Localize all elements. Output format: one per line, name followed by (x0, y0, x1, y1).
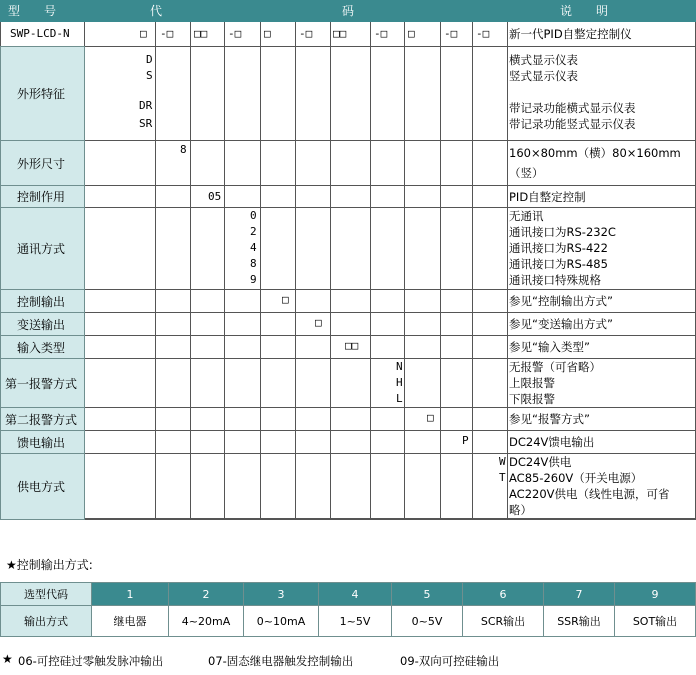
code-value: L (396, 392, 403, 405)
desc-line: 参见“报警方式” (509, 412, 590, 426)
code-slot: -□ (444, 27, 458, 40)
output-row-label: 输出方式 (1, 606, 92, 637)
output-code: 2 (169, 583, 244, 606)
grid-hline (0, 46, 696, 47)
grid-vline (330, 22, 331, 519)
code-slot: □ (264, 27, 271, 40)
code-slot: □□ (194, 27, 208, 40)
footnote-item: 07-固态继电器触发控制输出 (208, 654, 354, 668)
grid-hline (0, 312, 696, 313)
output-value: 1~5V (319, 606, 392, 637)
desc-line: 带记录功能横式显示仪表 (509, 101, 636, 115)
output-value: 0~5V (392, 606, 463, 637)
model-desc: 新一代PID自整定控制仪 (509, 27, 632, 41)
desc-line: PID自整定控制 (509, 190, 586, 204)
grid-hline (0, 185, 696, 186)
desc-line: AC85-260V（开关电源） (509, 471, 643, 485)
code-value: 05 (208, 190, 222, 203)
output-header-label: 选型代码 (1, 583, 92, 606)
code-value: S (146, 69, 153, 82)
grid-vline (224, 22, 225, 519)
footnote-star-icon: ★ (2, 652, 13, 666)
code-slot: -□ (228, 27, 242, 40)
grid-vline (260, 22, 261, 519)
desc-line: 带记录功能竖式显示仪表 (509, 117, 636, 131)
code-slot: -□ (374, 27, 388, 40)
code-value: 4 (250, 241, 257, 254)
desc-line: 通讯接口为RS-232C (509, 225, 616, 239)
section-title: ★控制输出方式: (6, 558, 93, 572)
label-appearance: 外形特征 (0, 46, 85, 141)
code-slot: -□ (160, 27, 174, 40)
desc-line: 通讯接口为RS-485 (509, 257, 608, 271)
code-value: P (462, 434, 469, 447)
grid-vline (472, 22, 473, 519)
output-code: 9 (615, 583, 696, 606)
grid-vline (507, 22, 508, 519)
code-value: H (396, 376, 403, 389)
output-code: 5 (392, 583, 463, 606)
output-value: SOT输出 (615, 606, 696, 637)
output-code: 7 (544, 583, 615, 606)
output-value: 0~10mA (244, 606, 319, 637)
label-feed: 馈电输出 (0, 430, 85, 454)
label-comm: 通讯方式 (0, 207, 85, 290)
grid-vline (190, 22, 191, 519)
output-value: 4~20mA (169, 606, 244, 637)
header-desc: 说 明 (560, 4, 609, 18)
desc-line: 参见“输入类型” (509, 340, 590, 354)
desc-line: DC24V供电 (509, 455, 572, 469)
desc-line: 参见“控制输出方式” (509, 294, 613, 308)
code-value: □ (315, 316, 322, 329)
code-value: 2 (250, 225, 257, 238)
grid-vline (295, 22, 296, 519)
output-value: SCR输出 (463, 606, 544, 637)
code-value: T (499, 471, 506, 484)
output-value: SSR输出 (544, 606, 615, 637)
code-value: 8 (180, 143, 187, 156)
grid-hline (0, 407, 696, 408)
output-code: 1 (92, 583, 169, 606)
header-model: 型 号 (8, 4, 57, 18)
desc-line: AC220V供电（线性电源，可省 (509, 487, 670, 501)
code-slot: □ (140, 27, 147, 40)
grid-vline (440, 22, 441, 519)
desc-line: 上限报警 (509, 376, 555, 390)
code-value: □ (282, 293, 289, 306)
code-value: 9 (250, 273, 257, 286)
label-control: 控制作用 (0, 185, 85, 208)
grid-vline (155, 22, 156, 519)
desc-line: 横式显示仪表 (509, 53, 578, 67)
footnote-item: 09-双向可控硅输出 (400, 654, 500, 668)
code-value: W (499, 455, 506, 468)
output-table (0, 582, 696, 637)
desc-line: DC24V馈电输出 (509, 435, 595, 449)
code-value: N (396, 360, 403, 373)
desc-line: 无通讯 (509, 209, 544, 223)
label-transmit: 变送输出 (0, 312, 85, 336)
label-input: 输入类型 (0, 335, 85, 359)
grid-hline (0, 335, 696, 336)
desc-line: （竖） (509, 166, 544, 180)
code-value: 8 (250, 257, 257, 270)
code-slot: -□ (476, 27, 490, 40)
header-code: 代 码 (150, 4, 355, 18)
code-value: SR (139, 117, 153, 130)
desc-line: 参见“变送输出方式” (509, 317, 613, 331)
grid-hline (0, 289, 696, 290)
label-alarm2: 第二报警方式 (0, 407, 85, 431)
label-size: 外形尺寸 (0, 140, 85, 186)
output-code: 4 (319, 583, 392, 606)
grid-vline (404, 22, 405, 519)
code-slot: -□ (299, 27, 313, 40)
grid-hline (0, 140, 696, 141)
label-power: 供电方式 (0, 453, 85, 520)
code-value: □ (427, 411, 434, 424)
code-slot: □ (408, 27, 415, 40)
desc-line: 略） (509, 503, 532, 517)
code-value: 0 (250, 209, 257, 222)
grid-hline (0, 430, 696, 431)
output-code: 6 (463, 583, 544, 606)
code-slot: □□ (333, 27, 347, 40)
footnote-item: 06-可控硅过零触发脉冲输出 (18, 654, 164, 668)
code-value: DR (139, 99, 153, 112)
code-value: D (146, 53, 153, 66)
grid-hline (0, 207, 696, 208)
desc-line: 160×80mm（横）80×160mm (509, 146, 681, 160)
output-value: 继电器 (92, 606, 169, 637)
grid-hline (0, 519, 696, 520)
label-alarm1: 第一报警方式 (0, 358, 85, 408)
label-ctrl-output: 控制输出 (0, 289, 85, 313)
grid-vline (370, 22, 371, 519)
desc-line: 竖式显示仪表 (509, 69, 578, 83)
desc-line: 下限报警 (509, 392, 555, 406)
code-value: □□ (345, 339, 359, 352)
model-name: SWP-LCD-N (10, 27, 70, 40)
output-code: 3 (244, 583, 319, 606)
desc-line: 通讯接口特殊规格 (509, 273, 601, 287)
desc-line: 无报警（可省略） (509, 360, 601, 374)
grid-hline (0, 453, 696, 454)
desc-line: 通讯接口为RS-422 (509, 241, 608, 255)
